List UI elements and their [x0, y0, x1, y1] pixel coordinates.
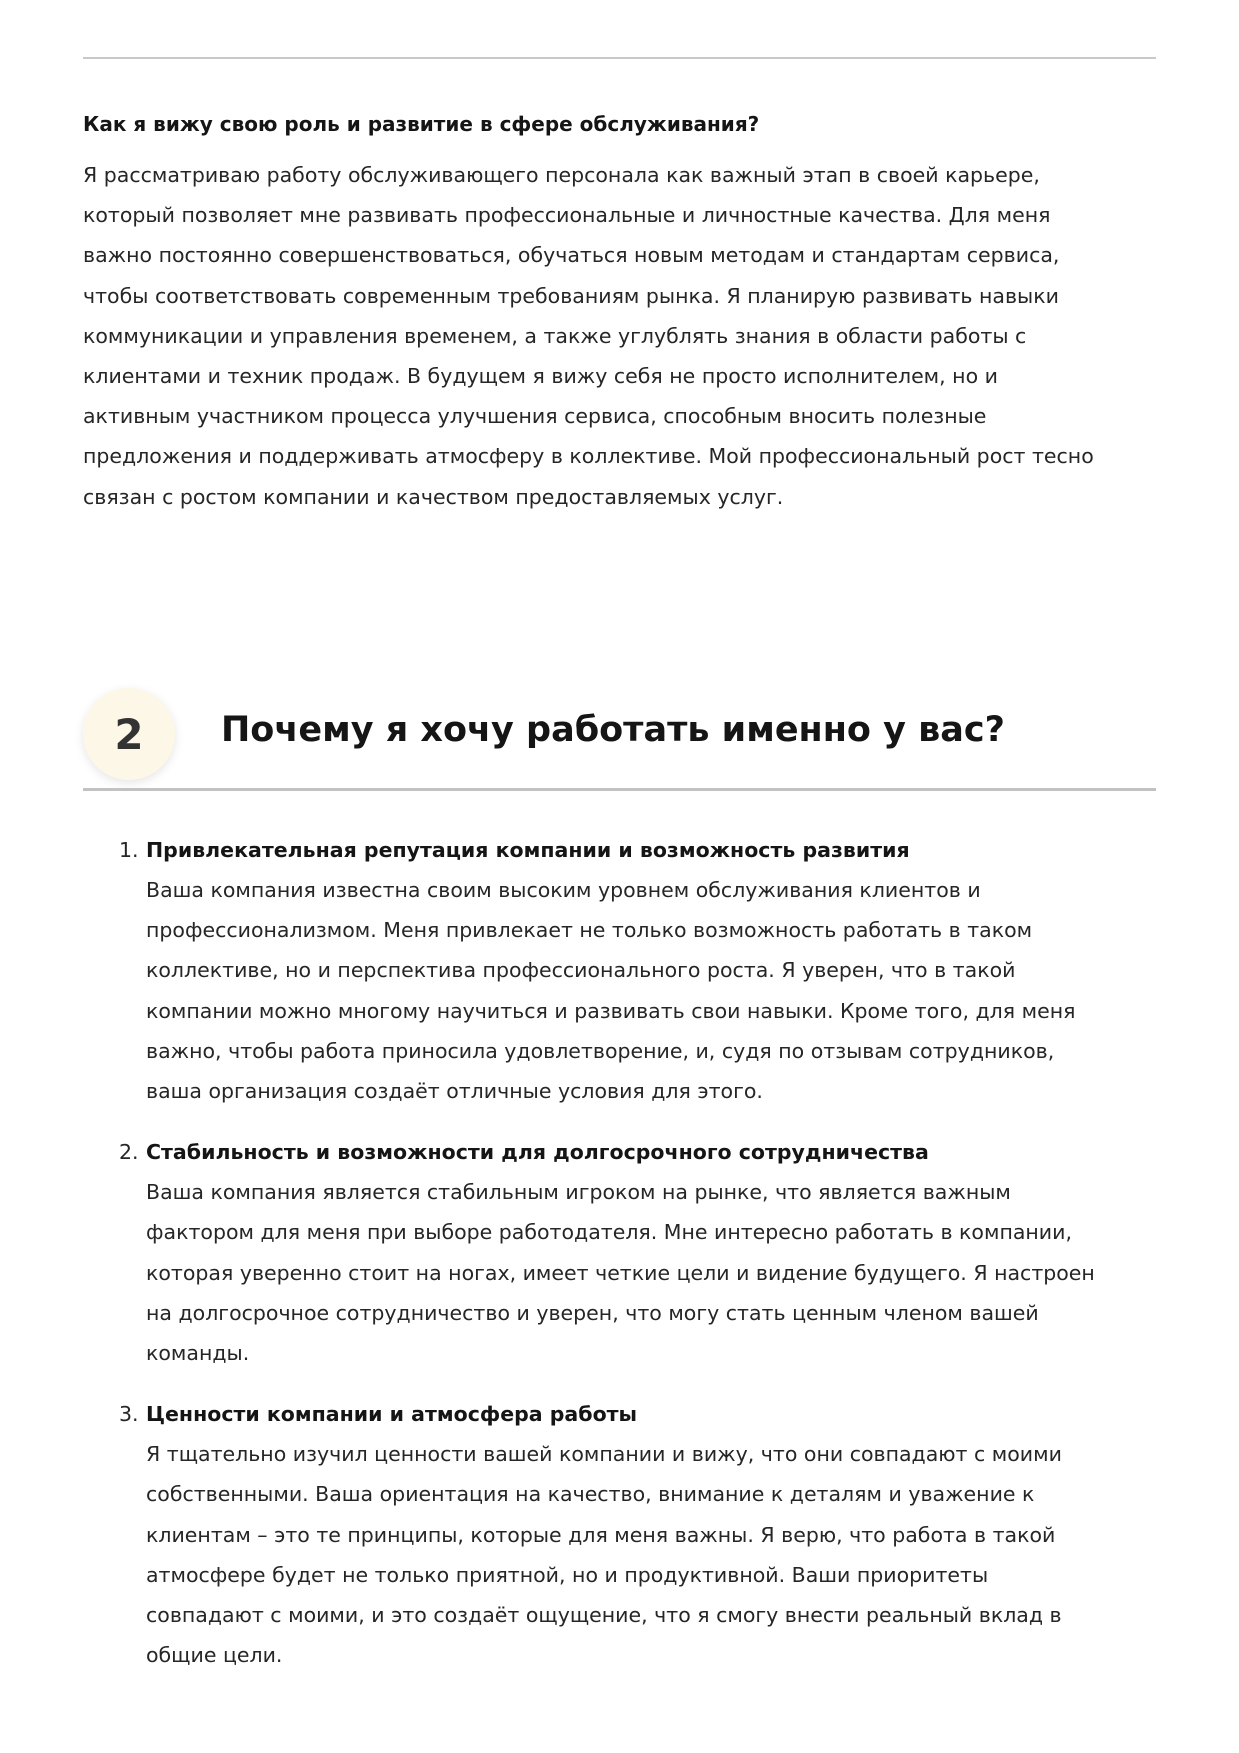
reason-text-line: компании можно многому научиться и развивать свои навыки. Кроме того, для меня [146, 998, 1076, 1023]
section-header [83, 688, 1156, 792]
reason-text-line: которая уверенно стоит на ногах, имеет четкие цели и видение будущего. Я настроен [146, 1260, 1095, 1285]
reason-title: Стабильность и возможности для долгосрочного сотрудничества [146, 1140, 929, 1165]
reasons-list [83, 830, 1156, 1696]
paragraph-line: чтобы соответствовать современным требованиям рынка. Я планирую развивать навыки [83, 283, 1059, 308]
reason-item [83, 1394, 1156, 1675]
reason-text-line: общие цели. [146, 1643, 283, 1668]
reason-text-line: клиентам – это те принципы, которые для меня важны. Я верю, что работа в такой [146, 1522, 1056, 1547]
paragraph-line: важно постоянно совершенствоваться, обучаться новым методам и стандартам сервиса, [83, 243, 1060, 268]
reason-number: 1. [119, 838, 139, 862]
reason-text-line: совпадают с моими, и это создаёт ощущение, что я смогу внести реальный вклад в [146, 1603, 1062, 1628]
reason-text-line: Я тщательно изучил ценности вашей компании и вижу, что они совпадают с моими [146, 1442, 1062, 1467]
reason-text-line: фактором для меня при выборе работодателя. Мне интересно работать в компании, [146, 1220, 1072, 1245]
paragraph-line: связан с ростом компании и качеством предоставляемых услуг. [83, 484, 784, 509]
reason-title: Привлекательная репутация компании и возможность развития [146, 838, 910, 862]
reason-text-line: Ваша компания известна своим высоким уровнем обслуживания клиентов и [146, 878, 981, 902]
reason-text-line: коллективе, но и перспектива профессионального роста. Я уверен, что в такой [146, 958, 1016, 983]
reason-item [83, 1132, 1156, 1373]
reason-text-line: профессионализмом. Меня привлекает не только возможность работать в таком [146, 918, 1033, 943]
reason-text [146, 1172, 1156, 1373]
paragraph-line: клиентами и техник продаж. В будущем я вижу себя не просто исполнителем, но и [83, 364, 998, 389]
reason-text [146, 1434, 1156, 1675]
paragraph-line: который позволяет мне развивать профессиональные и личностные качества. Для меня [83, 203, 1051, 228]
reason-text-line: ваша организация создаёт отличные условия для этого. [146, 1079, 763, 1104]
paragraph-line: предложения и поддерживать атмосферу в коллективе. Мой профессиональный рост тесно [83, 444, 1094, 469]
reason-text-line: команды. [146, 1341, 250, 1366]
paragraph-line: Я рассматриваю работу обслуживающего персонала как важный этап в своей карьере, [83, 163, 1040, 187]
reason-title: Ценности компании и атмосфера работы [146, 1402, 638, 1427]
reason-text-line: Ваша компания является стабильным игроком на рынке, что является важным [146, 1180, 1011, 1205]
reason-text-line: на долгосрочное сотрудничество и уверен, что могу стать ценным членом вашей [146, 1300, 1039, 1325]
reason-item [83, 830, 1156, 1111]
reason-number: 2. [119, 1140, 139, 1165]
reason-text [146, 870, 1156, 1111]
reason-text-line: атмосфере будет не только приятной, но и продуктивной. Ваши приоритеты [146, 1562, 989, 1587]
subsection-heading: Как я вижу свою роль и развитие в сфере обслуживания? [83, 112, 760, 136]
paragraph-line: коммуникации и управления временем, а также углублять знания в области работы с [83, 323, 1027, 348]
section-number-badge: 2 [83, 688, 175, 780]
section-divider [83, 788, 1156, 791]
top-divider [83, 57, 1156, 59]
paragraph-line: активным участником процесса улучшения сервиса, способным вносить полезные [83, 404, 987, 429]
reason-text-line: собственными. Ваша ориентация на качество, внимание к деталям и уважение к [146, 1482, 1035, 1507]
reason-number: 3. [119, 1402, 139, 1427]
reason-text-line: важно, чтобы работа приносила удовлетворение, и, судя по отзывам сотрудников, [146, 1038, 1055, 1063]
section-title: Почему я хочу работать именно у вас? [221, 710, 1005, 750]
subsection-paragraph [83, 155, 1156, 517]
